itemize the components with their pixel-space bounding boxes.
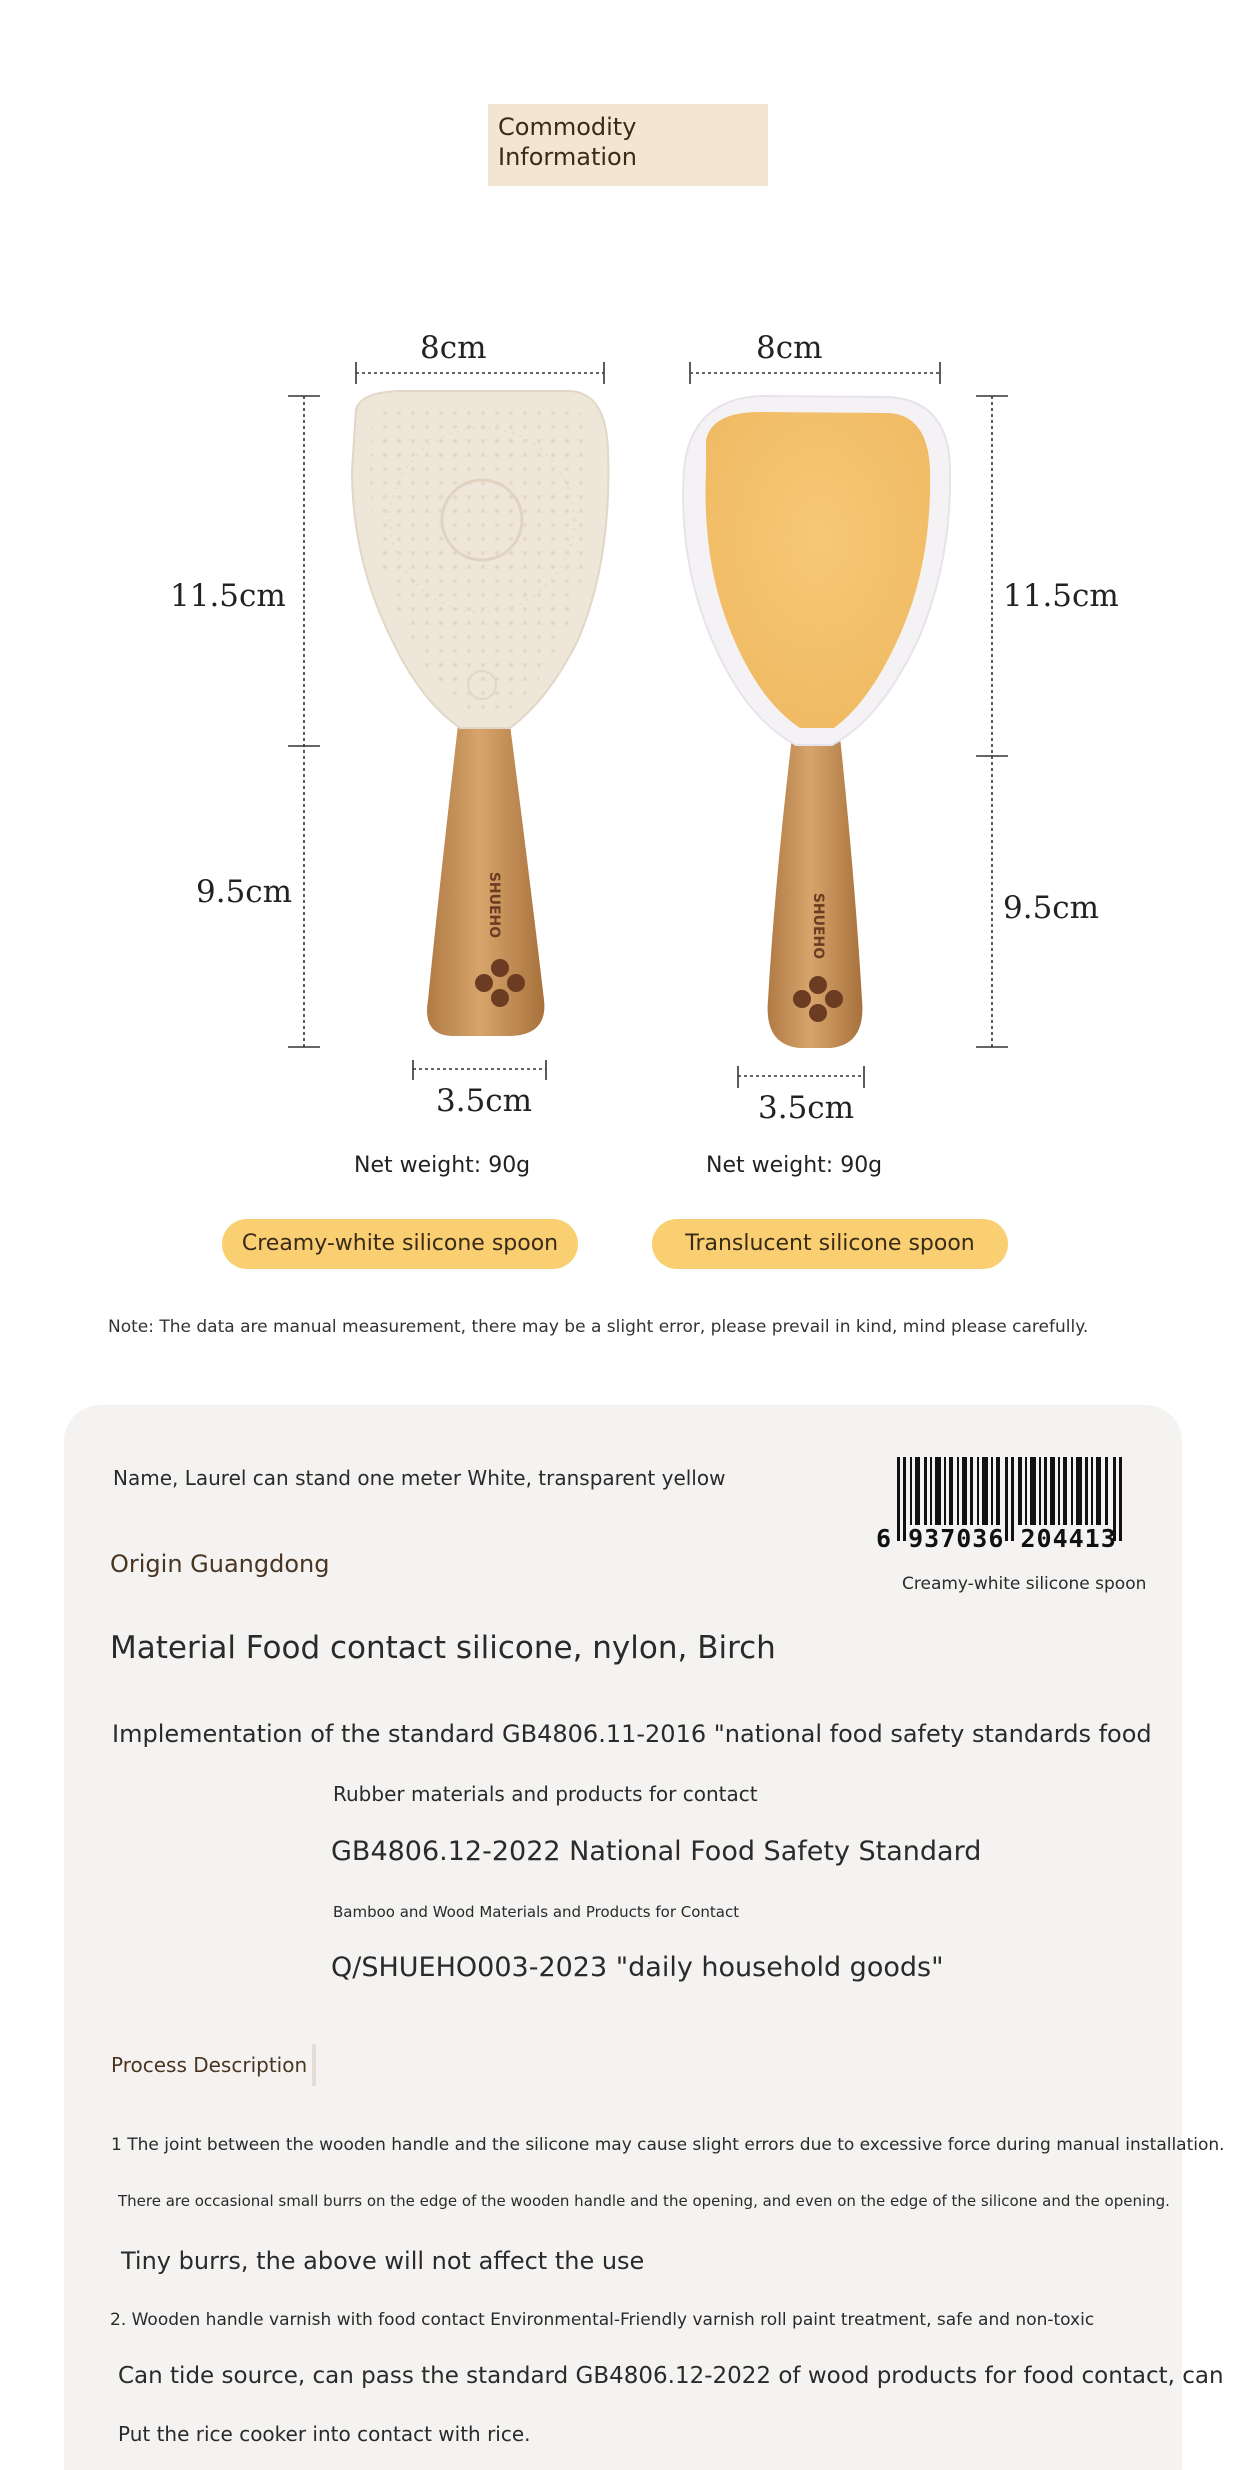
creamy-white-label xyxy=(222,1219,578,1269)
spec-standard-3: Q/SHUEHO003-2023 "daily household goods" xyxy=(331,1952,944,1983)
spoon-illustration xyxy=(0,300,1241,1200)
right-head-height: 11.5cm xyxy=(1003,578,1119,614)
process-line-4: 2. Wooden handle varnish with food contact Environmental-Friendly varnish roll paint treatment, safe and non-toxic xyxy=(110,2310,1095,2330)
process-line-6: Put the rice cooker into contact with rice. xyxy=(118,2422,531,2446)
creamy-white-label-text: Creamy-white silicone spoon xyxy=(241,1231,559,1256)
left-width-top: 8cm xyxy=(420,330,487,366)
barcode-caption: Creamy-white silicone spoon xyxy=(902,1574,1147,1594)
process-line-5: Can tide source, can pass the standard GB4806.12-2022 of wood products for food contact, can xyxy=(118,2363,1224,2389)
spec-standard-2-sub: Bamboo and Wood Materials and Products for Contact xyxy=(333,1903,740,1921)
left-width-bottom: 3.5cm xyxy=(436,1083,533,1119)
spec-standard-2: GB4806.12-2022 National Food Safety Standard xyxy=(331,1836,982,1867)
left-handle-brand: SHUEHO xyxy=(486,871,502,939)
barcode-number: 6 937036 204413 xyxy=(876,1524,1117,1553)
process-line-2: There are occasional small burrs on the edge of the wooden handle and the opening, and even on the edge of the silicone and the opening. xyxy=(118,2192,1170,2210)
page-title: Commodity Information xyxy=(498,113,637,171)
creamy-white-spoon xyxy=(352,391,608,1036)
right-width-bottom: 3.5cm xyxy=(758,1090,855,1126)
translucent-label xyxy=(652,1219,1008,1269)
right-width-top: 8cm xyxy=(756,330,823,366)
spec-material: Material Food contact silicone, nylon, Birch xyxy=(110,1630,776,1666)
right-handle-brand: SHUEHO xyxy=(810,892,826,960)
spec-name: Name, Laurel can stand one meter White, transparent yellow xyxy=(113,1466,726,1490)
left-net-weight: Net weight: 90g xyxy=(354,1153,531,1178)
right-net-weight: Net weight: 90g xyxy=(706,1153,883,1178)
left-head-height: 11.5cm xyxy=(170,578,286,614)
spec-origin: Origin Guangdong xyxy=(110,1550,330,1578)
spec-standard-1: Implementation of the standard GB4806.11-2016 "national food safety standards food xyxy=(112,1720,1152,1748)
right-handle-height: 9.5cm xyxy=(1003,890,1100,926)
spec-standard-1-sub: Rubber materials and products for contact xyxy=(333,1782,758,1806)
process-line-1: 1 The joint between the wooden handle and the silicone may cause slight errors due to excessive force during manual installation. xyxy=(111,2135,1225,2155)
translucent-label-text: Translucent silicone spoon xyxy=(685,1231,975,1256)
process-title-marker xyxy=(312,2044,316,2086)
process-line-3: Tiny burrs, the above will not affect the use xyxy=(121,2247,645,2275)
measurement-note: Note: The data are manual measurement, there may be a slight error, please prevail in kind, mind please carefully. xyxy=(108,1317,1089,1337)
left-handle-height: 9.5cm xyxy=(196,874,293,910)
commodity-information-tag xyxy=(488,104,768,186)
process-title: Process Description xyxy=(111,2053,308,2077)
